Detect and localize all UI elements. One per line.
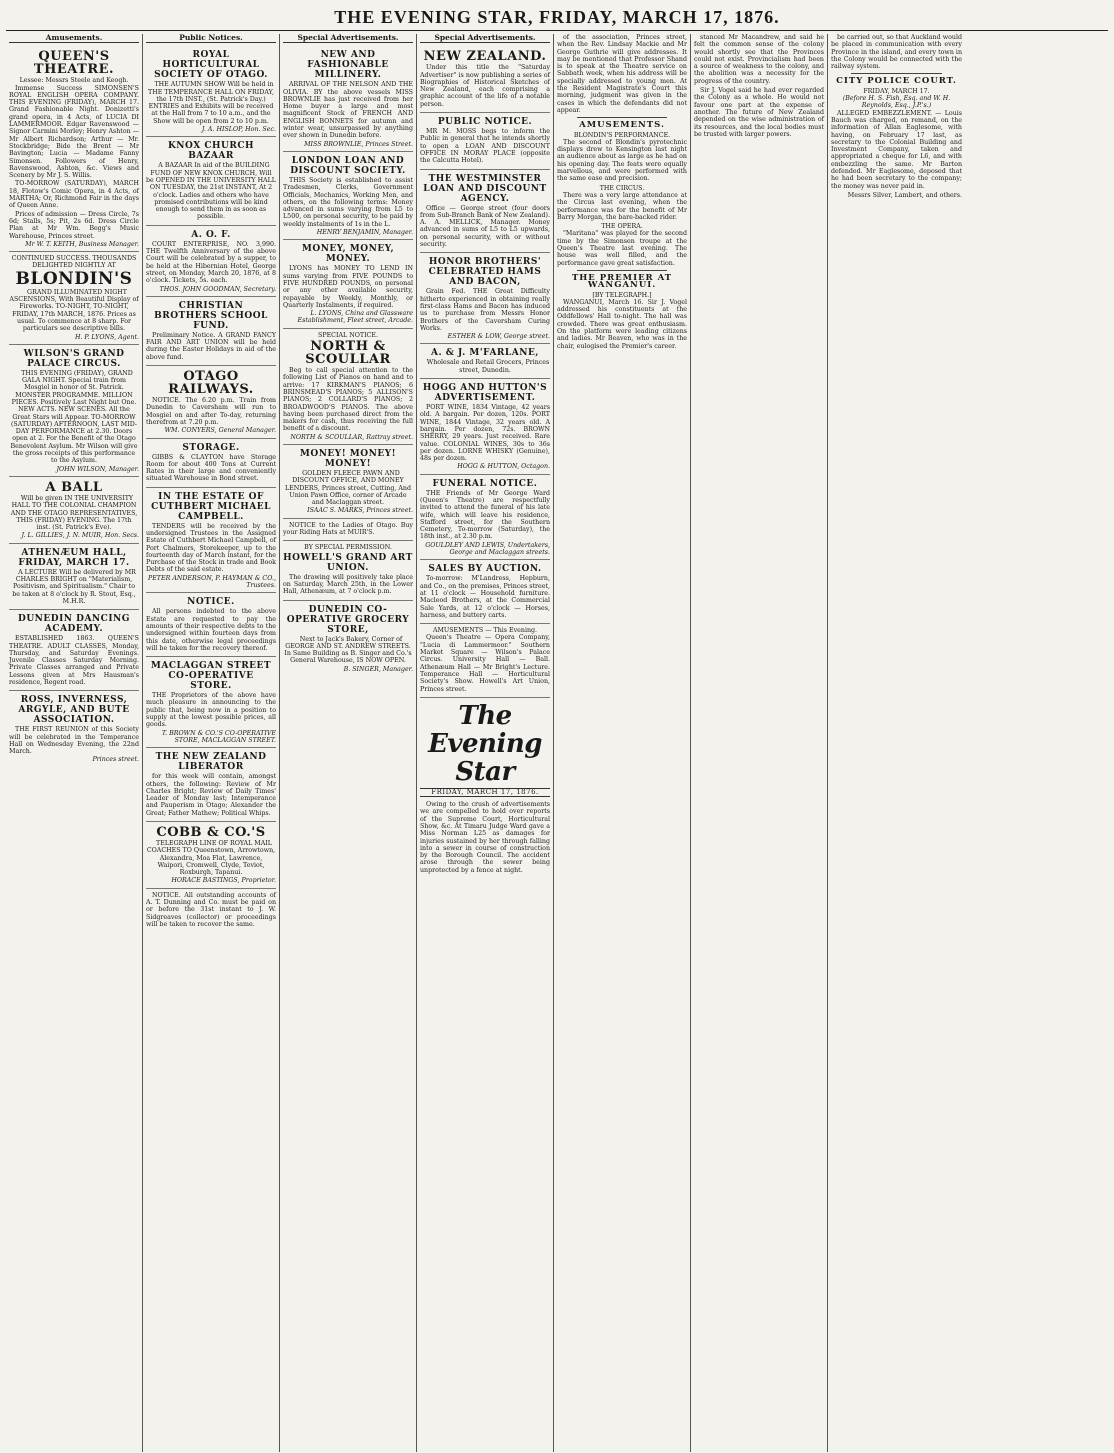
horticultural-ad: [146, 46, 276, 137]
ad-title: SALES BY AUCTION.: [428, 564, 542, 575]
ad-body: Prices of admission — Dress Circle, 7s 6d; Stalls, 5s; Pit, 2s 6d. Dress Circle Plan at Mr Wm. Begg's Music Warehouse, Princes street.: [9, 210, 139, 240]
loan-society-ad: [283, 152, 413, 240]
ad-body: Preliminary Notice. A GRAND FANCY FAIR AND ART UNION will be held during the Easter Holidays in aid of the above fund.: [146, 331, 276, 361]
ad-title: IN THE ESTATE OF CUTHBERT MICHAEL CAMPBELL.: [151, 491, 271, 522]
ad-title: QUEEN'S THEATRE.: [33, 49, 115, 78]
ad-body: To-morrow: M'Landress, Hepburn, and Co., on the premises, Princes street, at 11 o'clock — Household furniture. Macleod Brothers, at the Commercial Sale Yards, at 12 o'clock — Horses, harness, and buttery carts.: [420, 575, 551, 619]
funeral-notice: [420, 475, 550, 561]
ad-title: THE NEW ZEALAND LIBERATOR: [155, 752, 267, 773]
article-signature: Messrs Silver, Lambert, and others.: [847, 191, 962, 199]
ad-title: CHRISTIAN BROTHERS SCHOOL FUND.: [154, 300, 268, 331]
ad-body: NOTICE to the Ladies of Otago. Buy your Riding Hats at MUIR'S.: [283, 521, 413, 537]
ad-title: A. & J. M'FARLANE,: [431, 348, 539, 359]
ad-signature: H. P. LYONS, Agent.: [74, 333, 139, 341]
subsection-heading: [BY TELEGRAPH.]: [592, 291, 652, 299]
column-special-ads-2: [417, 34, 554, 1452]
ad-title: LONDON LOAN AND DISCOUNT SOCIETY.: [290, 155, 406, 176]
ad-title: HONOR BROTHERS' CELEBRATED HAMS AND BACON,: [428, 257, 542, 288]
ad-signature: NORTH & SCOULLAR, Rattray street.: [290, 433, 413, 441]
column-heading: Special Advertisements.: [283, 34, 413, 43]
ad-body: Grain Fed. THE Great Difficulty hitherto experienced in obtaining really first-class Hams and Bacon has induced us to purchase from Messrs Honor Brothers of the Caversham Curing Works.: [420, 288, 550, 332]
blondin-ad: [9, 252, 139, 345]
estate-notice-ad: [146, 593, 276, 657]
knox-bazaar-ad: [146, 137, 276, 225]
ad-body: TO-MORROW (SATURDAY), MARCH 18, Flotow's Comic Opera, in 4 Acts, of MARTHA; Or, Richmond Fair in the days of Queen Anne.: [9, 180, 139, 210]
ad-title: HOGG AND HUTTON'S ADVERTISEMENT.: [422, 383, 548, 404]
riding-hats-ad: [283, 519, 413, 542]
queens-theatre-ad: [9, 46, 139, 252]
news-article: The second of Blondin's pyrotechnic displays drew to Kensington last night an audience about as large as he had on his opening day. The feats were equally marvellous, and were performed with the same ease and precision.: [557, 138, 687, 183]
ad-signature: ISAAC S. MARKS, Princes street.: [307, 507, 413, 515]
ad-subtitle: AMUSEMENTS — This Evening.: [432, 627, 538, 635]
news-article: "Maritana" was played for the second time by the Simonsen troupe at the Queen's Theatre last evening. The house was well filled, and the performance gave great satisfaction.: [557, 230, 687, 267]
ad-title: A BALL: [45, 479, 103, 495]
ad-signature: Princes street.: [92, 756, 139, 764]
ad-signature: T. BROWN & CO.'S CO-OPERATIVE STORE, MACLAGGAN STREET.: [161, 729, 276, 744]
millinery-ad: [283, 46, 413, 152]
ad-title: MONEY! MONEY! MONEY!: [299, 448, 397, 469]
ad-body: PORT WINE, 1834 Vintage, 42 years old. A bargain. Per dozen, 120s. PORT WINE, 1844 Vintage, 32 years old. A bargain. Per dozen, 72s. BROWN SHERRY, 29 years. Just received. Rare value. COLONIAL WINES, 30s to 36s per dozen. LORNE WHISKY (Genuine), 48s per dozen.: [420, 404, 550, 463]
column-news-3: [828, 34, 965, 1452]
subsection-heading: THE CIRCUS.: [599, 184, 645, 192]
divider: [577, 270, 667, 271]
ad-body: TENDERS will be received by the undersigned Trustees in the Assigned Estate of Cuthbert Michael Campbell, of Port Chalmers, Storekeeper, up to the fourteenth day of March instant, for the Purchase of the Stock in trade and Book Debts of the said estate.: [146, 522, 276, 574]
ad-title: NOTICE.: [187, 597, 235, 608]
subsection-heading: FRIDAY, MARCH 17.: [863, 87, 930, 95]
ad-signature: J. A. HISLOP, Hon. Sec.: [201, 126, 276, 134]
moss-notice-ad: [420, 113, 550, 169]
ad-body: THIS EVENING (FRIDAY), GRAND GALA NIGHT. Special train from Mosgiel in honor of St. Patrick. MONSTER PROGRAMME. MILLION PIECES. Positively Last Night but One. NEW ACTS. NEW SCENES. All the Great Stars will Appear. TO-MORROW (SATURDAY) AFTERNOON, LAST MID-DAY PERFORMANCE at 2.30. Doors open at 2. For the Benefit of the Otago Benevolent Asylum. Mr Wilson will give the gross receipts of this performance to the Asylum.: [10, 369, 138, 465]
ad-body: Office — George street (four doors from Sub-Branch Bank of New Zealand). A. A. MELLICK, Manager. Money advanced in sums of L5 to L5 upwards, on personal security, with or without security.: [420, 204, 550, 249]
ad-title: COBB & CO.'S: [156, 825, 266, 840]
ad-signature: HENRY BENJAMIN, Manager.: [316, 229, 413, 237]
ad-title: MONEY, MONEY, MONEY.: [301, 244, 395, 265]
ad-signature: Mr W. T. KEITH, Business Manager.: [25, 240, 139, 248]
ad-signature: B. SINGER, Manager.: [343, 665, 413, 673]
ad-signature: HORACE BASTINGS, Proprietor.: [171, 877, 276, 885]
news-continued: stanced Mr Macandrew, and said he felt the common sense of the colony would shortly see that the Provinces could not exist. Provincialism had been a source of weakness to the colony, and the abolition was a necessity for the progress of the country.: [694, 34, 824, 85]
ad-body: GOLDEN FLEECE PAWN AND DISCOUNT OFFICE, AND MONEY LENDERS, Princes street, Cutting, And Union Pawn Office, corner of Arcade and Maclaggan street.: [285, 469, 411, 507]
ad-body: A LECTURE Will be delivered by MR CHARLES BRIGHT on "Materialism, Positivism, and Spiritualism." Chair to be taken at 8 o'clock by R. Stout, Esq., M.H.R.: [12, 568, 136, 605]
ad-signature: PETER ANDERSON, P. HAYMAN & CO., Trustees.: [147, 574, 276, 590]
ad-title: PUBLIC NOTICE.: [437, 117, 533, 128]
ad-title: NORTH & SCOULLAR: [305, 339, 391, 368]
ad-signature: ESTHER & LOW, George street.: [447, 333, 550, 341]
ad-title: HOWELL'S GRAND ART UNION.: [283, 552, 413, 573]
subsection-heading: THE OPERA.: [601, 223, 643, 231]
ad-title: ATHENÆUM HALL, FRIDAY, MARCH 17.: [18, 547, 130, 568]
ad-body: TELEGRAPH LINE OF ROYAL MAIL COACHES TO Queenstown, Arrowtown, Alexandra, Moa Flat, Lawrence, Waipori, Cromwell, Clyde, Teviot, Roxburgh, Tapanui.: [146, 840, 276, 877]
column-heading: Special Advertisements.: [420, 34, 550, 43]
ball-ad: [9, 477, 139, 544]
ad-title: DUNEDIN DANCING ACADEMY.: [18, 614, 130, 635]
ad-title: BLONDIN'S: [15, 268, 133, 289]
ad-title: DUNEDIN CO-OPERATIVE GROCERY STORE,: [286, 604, 410, 635]
news-article: There was a very large attendance at the Circus last evening, when the performance was for the benefit of Mr Barry Morgan, the bare-backed rider.: [557, 191, 687, 221]
ad-subtitle: SPECIAL NOTICE.: [318, 331, 378, 339]
ad-title: A. O. F.: [191, 229, 231, 240]
ad-body: All persons indebted to the above Estate are requested to pay the amounts of their respective debts to the undersigned within fourteen days from this date, otherwise legal proceedings will be taken for the recovery thereof.: [146, 608, 276, 652]
column-public-notices: [143, 34, 280, 1452]
ad-body: GRAND ILLUMINATED NIGHT ASCENSIONS, With Beautiful Display of Fireworks. TO-NIGHT, TO-NIGHT, FRIDAY, 17th MARCH, 1876. Prices as usual. To commence at 8 sharp. For particulars see descriptive bills.: [9, 288, 139, 333]
news-continued: of the association, Princes street, when the Rev. Lindsay Mackie and Mr George Guthrie will give addresses. It may be mentioned that Professor Shand is to speak at the Theatre service on Sabbath week, when his address will be specially addressed to young men. At the Resident Magistrate's Court this morning, judgment was given in the cases in which the defendants did not appear.: [557, 34, 687, 114]
accounts-notice: [146, 889, 276, 932]
news-article: ALLEGED EMBEZZLEMENT. — Louis Bauch was charged, on remand, on the information of Allan Eaglesome, with having, on February 17 last, as secretary to the Colonial Building and Investment Company, taken and appropriated a cheque for L6, and with embezzling the same. Mr Barton defended. Mr Eaglesome, deposed that he had been secretary to the company; the money was never paid in.: [831, 109, 962, 190]
money-lyons-ad: [283, 240, 413, 328]
ad-title: KNOX CHURCH BAZAAR: [167, 141, 254, 162]
ad-body: LYONS has MONEY TO LEND IN sums varying from FIVE POUNDS to FIVE HUNDRED POUNDS, on personal or any other available security, repayable by Weekly, Monthly, or Quarterly Instalments, if required.: [283, 265, 413, 309]
grocery-store-ad: [283, 601, 413, 676]
ad-body: GIBBS & CLAYTON have Storage Room for about 400 Tons at Current Rates in their large and conveniently situated Warehouse in Bond street.: [146, 453, 276, 483]
ad-body: Beg to call special attention to the following List of Pianos on hand and to arrive: 17 KIRKMAN'S PIANOS; 6 BRINSMEAD'S PIANOS; 5 ALLISON'S PIANOS; 2 COLLARD'S PIANOS; 2 BROADWOOD'S PIANOS. The above having been purchased direct from the makers for cash, thus receiving the full benefit of a discount.: [283, 367, 413, 433]
ad-body: A BAZAAR In aid of the BUILDING FUND OF NEW KNOX CHURCH, Will be OPENED IN THE UNIVERSITY HALL ON TUESDAY, the 21st INSTANT, At 2 o'clock. Ladies and others who have promised contributions will be kind enough to send them in as soon as possible.: [146, 162, 276, 221]
ad-title: ROSS, INVERNESS, ARGYLE, AND BUTE ASSOCIATION.: [18, 695, 130, 726]
dancing-academy-ad: [9, 610, 139, 691]
ad-body: Immense Success SIMONSEN'S ROYAL ENGLISH OPERA COMPANY. THIS EVENING (FRIDAY), MARCH 17. Grand Fashionable Night. Donizetti's grand opera, in 4 Acts, of LUCIA DI LAMMERMOOR. Edgar Ravenswood — Signor Carmini Morley; Henry Ashton — Mr Albert Richardson; Arthur — Mr. Stockbridge; Bide the Brent — Mr Bavington; Lucia — Madame Fanny Simonsen. Followers of Henry, Ravenswood, Ashton, &c. Views and Scenery by Mr J. S. Willis.: [9, 84, 139, 180]
column-heading: Public Notices.: [146, 34, 276, 43]
pianos-ad: [283, 329, 413, 445]
ad-body: COURT ENTERPRISE, NO. 3,990. THE Twelfth Anniversary of the above Court will be celebrated by a supper, to be held at the Hibernian Hotel, George street, on Monday, March 20, 1876, at 8 o'clock. Tickets, 5s. each.: [146, 240, 276, 285]
ad-body: THE Friends of Mr George Ward (Queen's Theatre) are respectfully invited to attend the funeral of his late wife, which will leave his residence, Stafford street, for the Southern Cemetery, To-morrow (Saturday), the 18th inst., at 2.30 p.m.: [420, 489, 550, 541]
ad-body: THIS Society is established to assist Tradesmen, Clerks, Government Officials, Mechanics, Working Men, and others, on the following terms: Money advanced in sums varying from L5 to L500, on personal security, to be paid by weekly instalments of 1s in the L.: [283, 176, 413, 228]
column-special-ads-1: [280, 34, 417, 1452]
cobb-coaches-ad: [146, 822, 276, 889]
paper-dateline: FRIDAY, MARCH 17, 1876.: [420, 788, 550, 797]
amusements-listing: [420, 624, 550, 698]
subsection-heading: (Before H. S. Fish, Esq. and W. H. Reynolds, Esq., J.P.'s.): [842, 95, 951, 110]
ad-title: THE WESTMINSTER LOAN AND DISCOUNT AGENCY.: [423, 173, 547, 204]
ad-title: ROYAL HORTICULTURAL SOCIETY OF OTAGO.: [154, 50, 268, 81]
ad-title: OTAGO RAILWAYS.: [168, 369, 254, 398]
ad-body: Wholesale and Retail Grocers, Princes street, Dunedin.: [426, 359, 550, 374]
ad-body: Will be given IN THE UNIVERSITY HALL TO THE COLONIAL CHAMPION AND THE OTAGO REPRESENTATIVES, THIS (FRIDAY) EVENING. The 17th inst. (St. Patrick's Eve).: [10, 494, 138, 532]
mfarlane-ad: [420, 344, 550, 379]
ad-body: ESTABLISHED 1863. QUEEN'S THEATRE. ADULT CLASSES, Monday, Thursday, and Saturday Evenings. Juvenile Classes Saturday Morning. Private Classes arranged and Private Lessons given at Mrs Hausman's residence, Regent road.: [9, 635, 139, 686]
ad-body: NOTICE. The 6.20 p.m. Train from Dunedin to Caversham will run to Mosgiel on and after To-day, returning therefrom at 7.20 p.m.: [146, 397, 276, 426]
ad-signature: THOS. JOHN GOODMAN, Secretary.: [159, 285, 276, 293]
ad-subtitle: BY SPECIAL PERMISSION.: [304, 544, 392, 552]
ad-body: ARRIVAL OF THE NELSON AND THE OLIVIA. BY the above vessels MISS BROWNLIE has just received from her Home buyer a large and most magnificent Stock of FRENCH AND ENGLISH BONNETS for autumn and winter wear, unsurpassed by anything ever shown in Dunedin before.: [283, 81, 413, 140]
ad-signature: WM. CONYERS, General Manager.: [164, 427, 276, 435]
section-heading: THE PREMIER AT WANGANUI.: [571, 272, 673, 291]
ad-signature: HOGG & HUTTON, Octagon.: [457, 463, 550, 471]
new-zealand-series-ad: [420, 46, 550, 113]
christian-brothers-ad: [146, 297, 276, 366]
ad-title: MACLAGGAN STREET CO-OPERATIVE STORE.: [150, 661, 272, 692]
section-heading: AMUSEMENTS.: [579, 120, 665, 131]
ad-body: NOTICE. All outstanding accounts of A. T. Dunning and Co. must be paid on or before the 31st instant to J. W. Sidgreaves (collector) or proceedings will be taken to recover the same.: [146, 891, 276, 928]
hams-ad: [420, 253, 550, 344]
ad-signature: MISS BROWNLIE, Princes Street.: [304, 140, 413, 148]
ross-association-ad: [9, 691, 139, 766]
hogg-hutton-ad: [420, 379, 550, 475]
aof-ad: [146, 226, 276, 297]
news-continued: Sir J. Vogel said he had ever regarded the Colony as a whole. He would not favour one part at the expense of another. The future of New Zealand depended on the wise administration of its resources, and the local bodies must be trusted with larger powers.: [694, 87, 824, 138]
athenaeum-ad: [9, 544, 139, 610]
ad-body: Queen's Theatre — Opera Company, "Lucia di Lammermoor." Southern Market Square — Wilson's Palace Circus. University Hall — Ball. Athenæum Hall — Mr Bright's Lecture. Temperance Hall — Horticultural Society's Show. Howell's Art Union, Princes street.: [420, 634, 550, 693]
column-news-1: [554, 34, 691, 1452]
ad-signature: GOULDLEY AND LEWIS, Undertakers, George and Maclaggan streets.: [425, 541, 550, 557]
westminster-loan-ad: [420, 170, 550, 254]
golden-fleece-ad: [283, 445, 413, 519]
ad-title: FUNERAL NOTICE.: [432, 478, 538, 489]
ad-body: for this week will contain, amongst others, the following: Review of Mr Charles Bright; Review of Daily Times' Leader of Monday last; Intemperance and Pauperism in Otago; Alexander the Great; Father Mathew; Political Whips.: [146, 773, 276, 817]
news-article: WANGANUI, March 16. Sir J. Vogel addressed his constituents at the Oddfellows' Hall to-night. The hall was crowded. There was great enthusiasm. On the platform were leading citizens and ladies. Mr Beaven, who was in the chair, eulogised the Premier's career.: [557, 298, 687, 350]
news-continued: be carried out, so that Auckland would be placed in communication with every Province in the island, and every town in the Colony would be connected with the railway system.: [831, 34, 962, 71]
divider: [851, 73, 942, 74]
ad-subtitle: Lessee: Messrs Steele and Keogh.: [19, 77, 129, 85]
masthead: THE EVENING STAR, FRIDAY, MARCH 17, 1876.: [6, 6, 1108, 31]
sales-by-auction: [420, 560, 550, 624]
ad-title: WILSON'S GRAND PALACE CIRCUS.: [23, 348, 125, 369]
circus-ad: [9, 345, 139, 477]
ad-signature: JOHN WILSON, Manager.: [56, 465, 139, 473]
subsection-heading: BLONDIN'S PERFORMANCE.: [573, 131, 671, 139]
column-news-2: [691, 34, 828, 1452]
ad-title: NEW ZEALAND.: [423, 49, 547, 65]
ad-signature: L. LYONS, China and Glassware Establishment, Fleet street, Arcade.: [297, 310, 413, 325]
ad-subtitle: CONTINUED SUCCESS. THOUSANDS DELIGHTED NIGHTLY AT: [11, 255, 137, 270]
ad-body: THE AUTUMN SHOW Will be held in THE TEMPERANCE HALL ON FRIDAY, the 17th INST., (St. Patrick's Day.) ENTRIES and Exhibits will be received at the Hall from 7 to 10 a.m., and the Show will be open from 2 to 10 p.m.: [148, 81, 274, 125]
section-heading: CITY POLICE COURT.: [836, 76, 957, 87]
columns: [6, 34, 1108, 1452]
storage-ad: [146, 439, 276, 488]
column-heading: Amusements.: [9, 34, 139, 43]
paper-nameplate: The Evening Star: [428, 700, 542, 787]
liberator-ad: [146, 748, 276, 822]
ad-title: STORAGE.: [182, 442, 240, 453]
column-amusements: [6, 34, 143, 1452]
leader-article: Owing to the crush of advertisements we are compelled to hold over reports of the Supreme Court, Horticultural Show, &c. At Timaru Judge Ward gave a Miss Norman L25 as damages for injuries sustained by her through falling into a sewer in course of construction by the Borough Council. The accident arose through the sewer being unprotected by a fence at night.: [420, 801, 550, 874]
ad-body: The drawing will positively take place on Saturday, March 25th, in the Lower Hall, Athenæum, at 7 o'clock p.m.: [283, 573, 413, 596]
divider: [577, 117, 667, 118]
ad-body: THE FIRST REUNION of this Society will be celebrated in the Temperance Hall on Wednesday Evening, the 22nd March.: [9, 726, 139, 756]
coop-store-ad: [146, 657, 276, 748]
ad-body: MR M. MOSS begs to inform the Public in general that he intends shortly to open a LOAN AND DISCOUNT OFFICE IN MORAY PLACE (opposite the Calcutta Hotel).: [420, 128, 550, 165]
art-union-ad: [283, 541, 413, 600]
railways-ad: [146, 366, 276, 438]
ad-body: THE Proprietors of the above have much pleasure in announcing to the public that, being now in a position to supply at the lowest possible prices, all goods.: [146, 692, 276, 729]
ad-signature: J. L. GILLIES, J. N. MUIR, Hon. Secs.: [21, 532, 139, 540]
ad-body: Next to Jack's Bakery, Corner of GEORGE AND ST. ANDREW STREETS. In Same Building as B. Singer and Co.'s General Warehouse, IS NOW OPEN.: [284, 635, 412, 665]
ad-title: NEW AND FASHIONABLE MILLINERY.: [307, 50, 389, 81]
ad-body: Under this title the "Saturday Advertiser" is now publishing a series of Biographies of Historical Sketches of New Zealand, each comprising a graphic account of the life of a notable person.: [420, 64, 550, 108]
estate-ad: [146, 488, 276, 594]
